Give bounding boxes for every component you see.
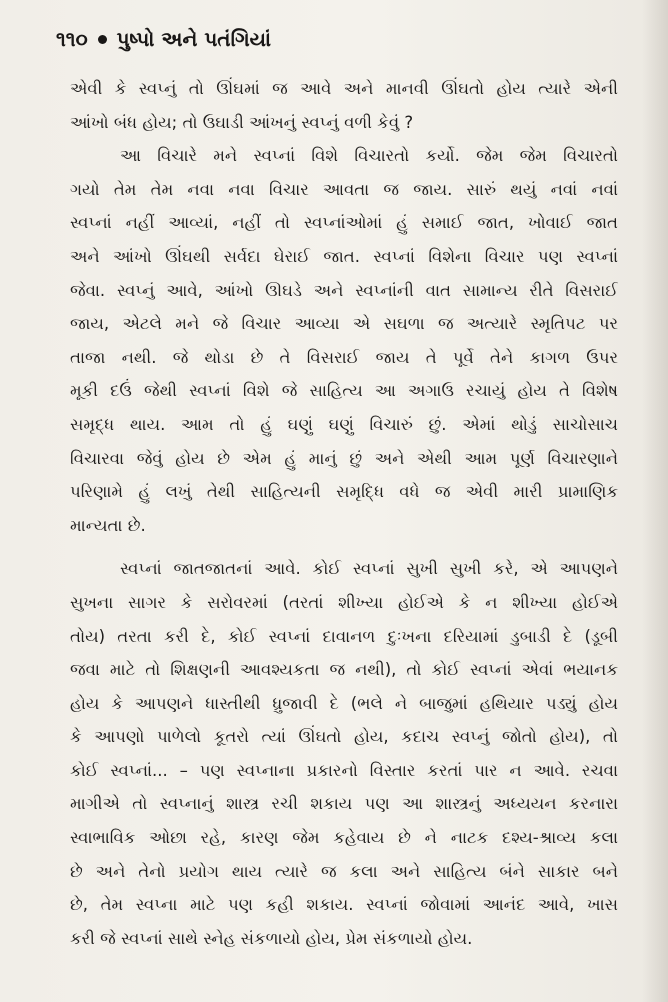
text-line: અને આંખો ઊંઘથી સર્વદા ઘેરાઈ જાત. સ્વપ્નાં વિશેના વિચાર પણ સ્વપ્નાં <box>70 246 618 266</box>
text-line: કરી જે સ્વપ્નાં સાથે સ્નેહ સંકળાયો હોય, પ્રેમ સંકળાયો હોય. <box>70 928 473 948</box>
text-line: એવી કે સ્વપ્નું તો ઊંઘમાં જ આવે અને માનવી ઊંઘતો હોય ત્યારે એની <box>70 79 618 98</box>
text-line: કે આપણો પાળેલો કૂતરો ત્યાં ઊંઘતો હોય, કદાચ સ્વપ્નું જોતો હોય), તો <box>70 727 618 747</box>
text-line: જાય, એટલે મને જે વિચાર આવ્યા એ સઘળા જ અત્યારે સ્મૃતિપટ પર <box>70 314 618 334</box>
text-line: જેવા. સ્વપ્નું આવે, આંખો ઊઘડે અને સ્વપ્નાંની વાત સામાન્ય રીતે વિસરાઈ <box>70 280 618 300</box>
text-line: છે અને તેનો પ્રયોગ થાય ત્યારે જ કલા અને સાહિત્ય બંને સાકાર બને <box>70 861 618 881</box>
text-line: માન્યતા છે. <box>70 515 146 535</box>
book-title: પુષ્પો અને પતંગિયાં <box>116 27 271 51</box>
text-line: આંખો બંધ હોય; તો ઉઘાડી આંખનું સ્વપ્નું વળી કેવું ? <box>70 112 414 132</box>
text-line: મૂકી દઉં જેથી સ્વપ્નાં વિશે જે સાહિત્ય આ અગાઉ રચાયું હોય તે વિશેષ <box>70 381 618 401</box>
text-line: તાજા નથી. જે થોડા છે તે વિસરાઈ જાય તે પૂર્વે તેને કાગળ ઉપર <box>70 347 618 367</box>
text-line: સુખના સાગર કે સરોવરમાં (તરતાં શીખ્યા હોઈએ કે ન શીખ્યા હોઈએ <box>70 592 618 612</box>
text-line: સ્વાભાવિક ઓછા રહે, કારણ જેમ કહેવાય છે ને નાટક દશ્ય-શ્રાવ્ય કલા <box>70 828 618 848</box>
text-line: આ વિચારે મને સ્વપ્નાં વિશે વિચારતો કર્યો. જેમ જેમ વિચારતો <box>120 146 618 166</box>
paragraph-spacer <box>70 542 618 552</box>
page-gutter-shadow <box>642 0 668 1002</box>
text-line: સ્વપ્નાં જાતજાતનાં આવે. કોઈ સ્વપ્નાં સુખી સુખી કરે, એ આપણને <box>120 559 618 579</box>
text-line: સમૃદ્ધ થાય. આમ તો હું ઘણું ઘણું વિચારું છું. એમાં થોડું સાચોસાચ <box>70 414 618 434</box>
text-line: વિચારવા જેવું હોય છે એમ હું માનું છું અને એથી આમ પૂર્ણ વિચારણાને <box>70 448 618 468</box>
body-text <box>70 72 618 955</box>
bullet-dot-icon <box>98 35 107 44</box>
text-line: છે, તેમ સ્વપ્ના માટે પણ કહી શકાય. સ્વપ્નાં જોવામાં આનંદ આવે, ખાસ <box>70 895 618 915</box>
page-number: ૧૧૦ <box>56 27 88 51</box>
text-line: કોઈ સ્વપ્નાં... – પણ સ્વપ્નાના પ્રકારનો વિસ્તાર કરતાં પાર ન આવે. રચવા <box>70 760 618 780</box>
text-line: તોય) તરતા કરી દે, કોઈ સ્વપ્નાં દાવાનળ દુઃખના દરિયામાં ડુબાડી દે (ડૂબી <box>70 626 618 646</box>
text-line: હોય કે આપણને ધાસ્તીથી ધ્રુજાવી દે (ભલે ને બાજુમાં હથિયાર પડ્યું હોય <box>70 693 618 713</box>
text-line: પરિણામે હું લખું તેથી સાહિત્યની સમૃદ્ધિ વધે જ એવી મારી પ્રામાણિક <box>70 482 618 502</box>
text-line: માગીએ તો સ્વપ્નાનું શાસ્ત્ર રચી શકાય પણ આ શાસ્ત્રનું અધ્યયન કરનારા <box>70 794 618 814</box>
text-line: સ્વપ્નાં નહીં આવ્યાં, નહીં તો સ્વપ્નાંઓમાં હું સમાઈ જાત, ખોવાઈ જાત <box>70 213 618 233</box>
running-header <box>56 22 271 56</box>
text-line: જવા માટે તો શિક્ષણની આવશ્યકતા જ નથી), તો કોઈ સ્વપ્નાં એવાં ભયાનક <box>70 660 618 680</box>
text-line: ગયો તેમ તેમ નવા નવા વિચાર આવતા જ જાય. સારું થયું નવાં નવાં <box>70 179 618 199</box>
